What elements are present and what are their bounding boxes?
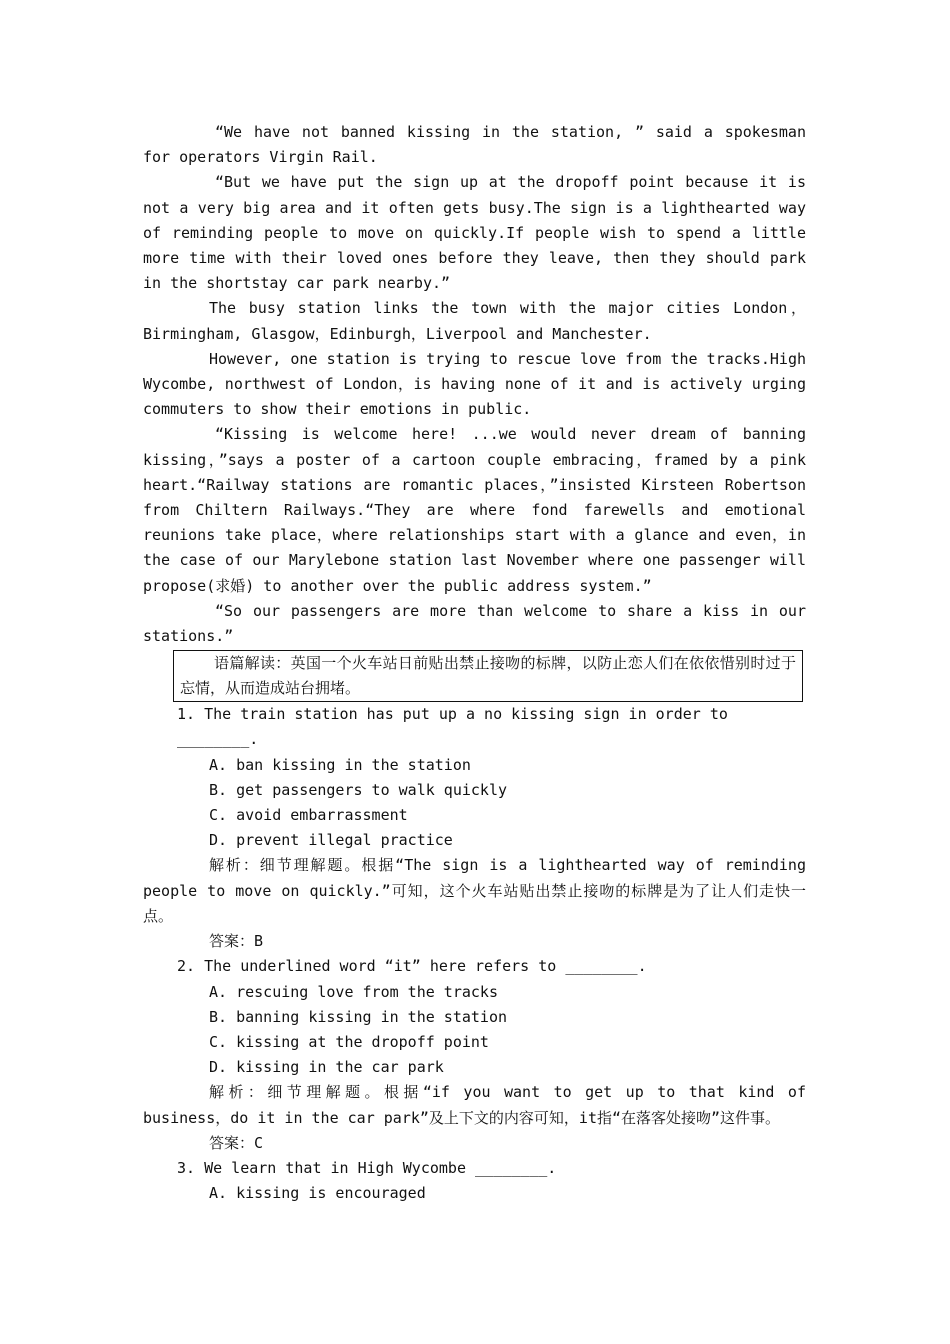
question-1 [143, 702, 806, 954]
option-c: C. kissing at the dropoff point [209, 1032, 489, 1051]
option-d: D. kissing in the car park [209, 1058, 444, 1077]
passage-paragraph-3: The busy station links the town with the major cities London，Birmingham, Glasgow，Edinburgh，Liverpool and Manchester. [143, 299, 806, 343]
option-a: A. ban kissing in the station [209, 755, 471, 774]
option-d: D. prevent illegal practice [209, 831, 453, 850]
passage-paragraph-2: “But we have put the sign up at the dropoff point because it is not a very big area and it often gets busy.The sign is a lighthearted way of reminding people to move on quickly.If people wish to spend a little more time with their loved ones before they leave, then they should park in the shortstay car park nearby.” [143, 173, 806, 293]
option-b: B. banning kissing in the station [209, 1007, 508, 1026]
question-explanation: 解析：细节理解题。根据“if you want to get up to that kind of business，do it in the car park”及上下文的内容可知，it指“在落客处接吻”这件事。 [143, 1083, 806, 1127]
question-stem: 1. The train station has put up a no kissing sign in order to ________. [177, 705, 728, 749]
question-answer: 答案：C [209, 1133, 264, 1152]
question-3 [143, 1156, 806, 1206]
question-explanation: 解析：细节理解题。根据“The sign is a lighthearted way of reminding people to move on quickly.”可知，这个火车站贴出禁止接吻的标牌是为了让人们走快一 点。 [143, 856, 806, 925]
option-a: A. kissing is encouraged [209, 1184, 426, 1203]
question-stem: 2. The underlined word “it” here refers to ________. [177, 957, 647, 976]
passage-paragraph-5: “Kissing is welcome here! ...we would never dream of banning kissing，”says a poster of a cartoon couple embracing，framed by a pink heart.“Railway stations are romantic places，”insisted Kirsteen Robertson from Chiltern Railways.“They are where fond farewells and emotional reunions take place，where relationships start with a glance and even，in the case of our Marylebone station last November where one passenger will propose(求婚) to another over the public address system.” [143, 425, 806, 595]
reading-note-text: 语篇解读：英国一个火车站日前贴出禁止接吻的标牌，以防止恋人们在依依惜别时过于忘情，从而造成站台拥堵。 [180, 654, 796, 698]
question-answer: 答案：B [209, 932, 264, 951]
passage-paragraph-6: “So our passengers are more than welcome to share a kiss in our stations.” [143, 601, 806, 646]
option-c: C. avoid embarrassment [209, 806, 408, 825]
question-2 [143, 954, 806, 1156]
document-page [143, 120, 806, 1206]
question-stem: 3. We learn that in High Wycombe ________. [177, 1158, 557, 1177]
option-b: B. get passengers to walk quickly [209, 780, 508, 799]
passage-paragraph-1: “We have not banned kissing in the station, ” said a spokesman for operators Virgin Rail. [143, 123, 806, 167]
reading-note-box [173, 650, 803, 702]
passage-paragraph-4: However, one station is trying to rescue love from the tracks.High Wycombe, northwest of London，is having none of it and is actively urging commuters to show their emotions in public. [143, 349, 806, 419]
option-a: A. rescuing love from the tracks [209, 982, 498, 1001]
